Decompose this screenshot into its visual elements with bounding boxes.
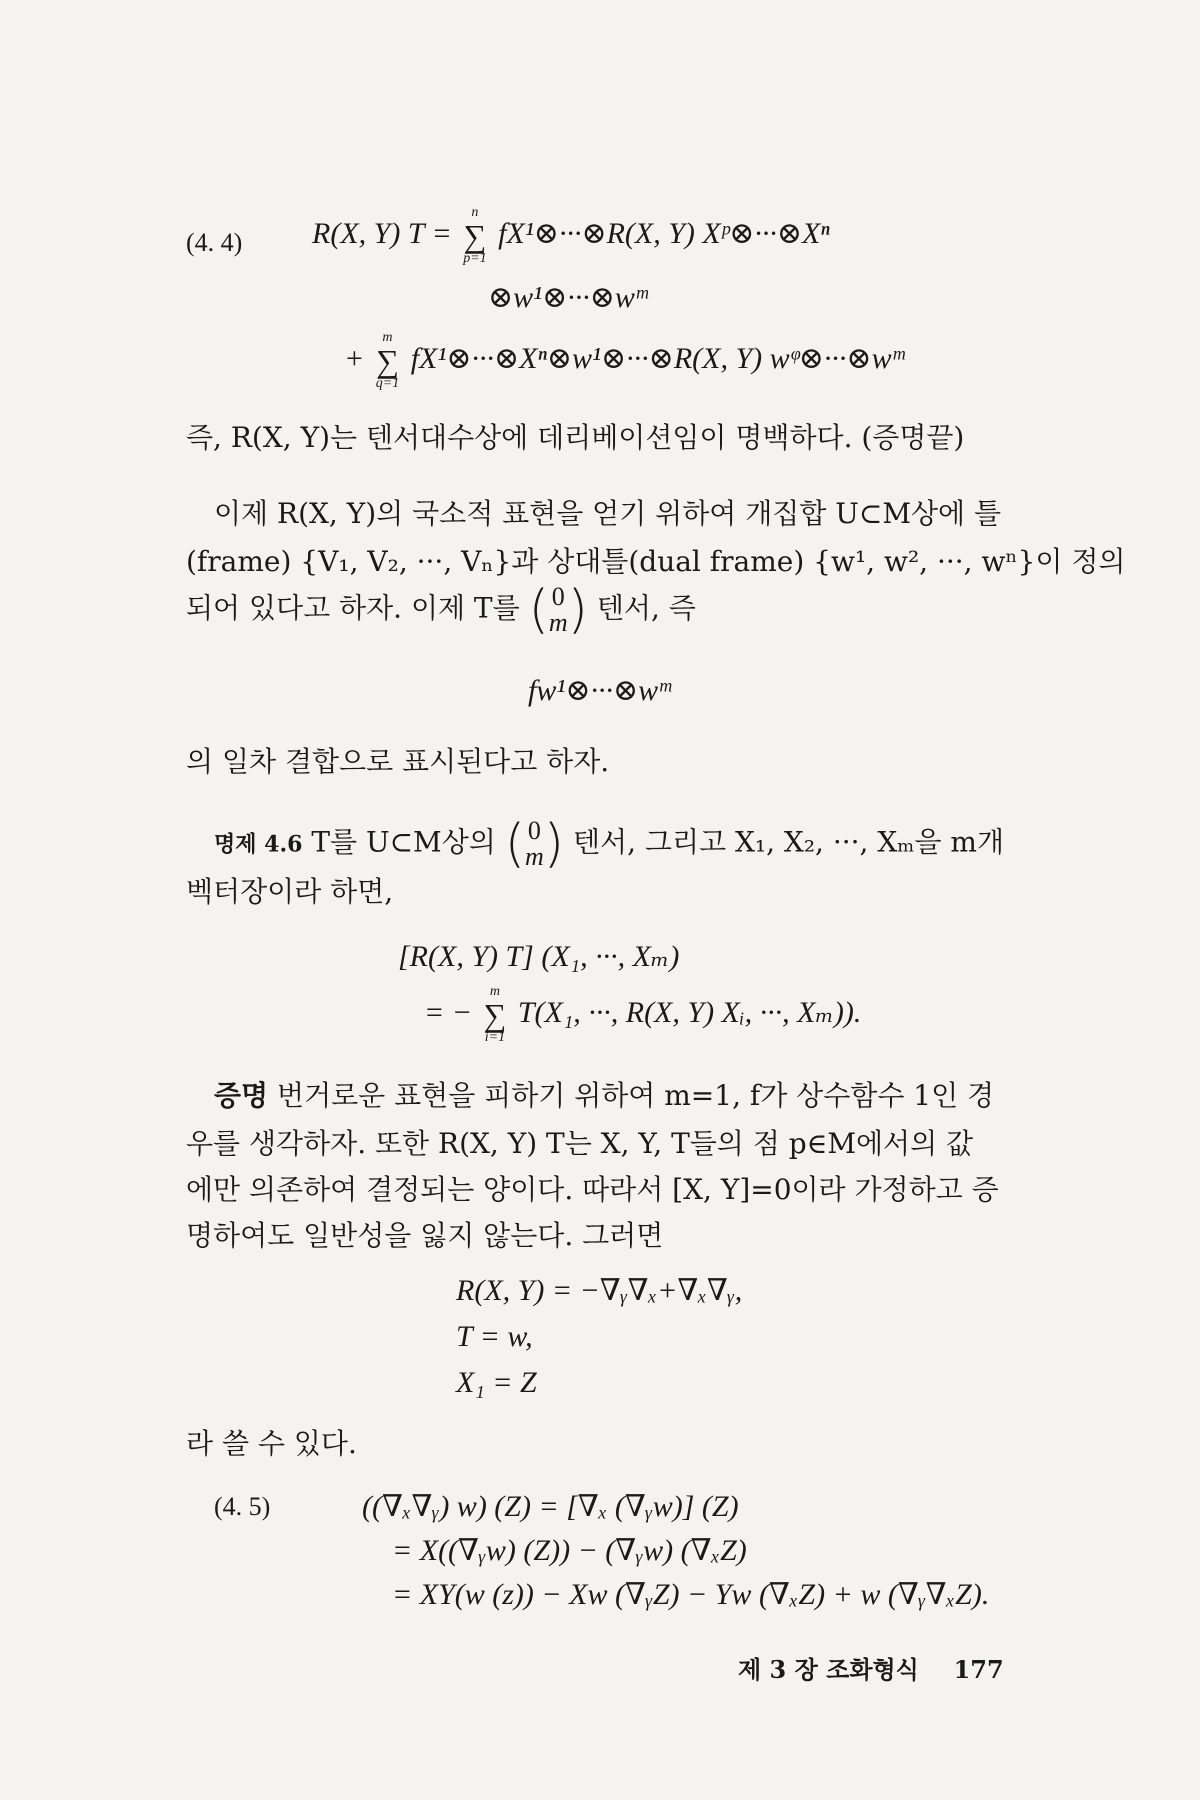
- binom-top: 0: [527, 816, 541, 845]
- paragraph-frame-line1: 이제 R(X, Y)의 국소적 표현을 얻기 위하여 개집합 U⊂M상에 틀: [214, 497, 1002, 530]
- proposition-line1: [214, 814, 1005, 874]
- sigma-symbol: ∑: [463, 218, 487, 254]
- paragraph-frame-line3: [186, 580, 696, 640]
- summation-q: [376, 330, 399, 392]
- sigma-symbol: ∑: [376, 343, 399, 379]
- proof-after-text: 라 쓸 수 있다.: [186, 1427, 357, 1460]
- proof-equation-x1: X₁ = Z: [456, 1366, 537, 1399]
- equation-4-5-line3: = XY(w (z)) − Xw (∇ᵧZ) − Yw (∇ₓZ) + w (∇ᵧ∇ₓZ).: [392, 1578, 990, 1611]
- equation-4-4-rhs: fX¹⊗···⊗R(X, Y) Xᵖ⊗···⊗Xⁿ: [498, 216, 830, 250]
- paragraph-frame-line3-post: 텐서, 즉: [596, 591, 696, 625]
- sum-upper-limit: n: [471, 205, 479, 220]
- proposition-equation-line2-post: T(X₁, ···, R(X, Y) Xᵢ, ···, Xₘ)).: [517, 995, 862, 1029]
- proof-line4: 명하여도 일반성을 잃지 않는다. 그러면: [186, 1219, 664, 1252]
- sum-upper-limit: m: [382, 330, 393, 345]
- proof-line2: 우를 생각하자. 또한 R(X, Y) T는 X, Y, T들의 점 p∈M에서의 값: [186, 1127, 974, 1160]
- paragraph-frame-line3-pre: 되어 있다고 하자. 이제 T를: [186, 591, 520, 625]
- equation-4-4-line3: [344, 330, 904, 392]
- paragraph-linear-combination: 의 일차 결합으로 표시된다고 하자.: [186, 745, 610, 778]
- formula-fw: fw¹⊗···⊗wᵐ: [528, 674, 671, 707]
- paragraph-frame-line2: (frame) {V₁, V₂, ···, Vₙ}과 상대틀(dual frame) {w¹, w², ···, wⁿ}이 정의: [186, 545, 1126, 578]
- chapter-title: 제 3 장 조화형식: [738, 1655, 919, 1684]
- equation-4-5-line2: = X((∇ᵧw) (Z)) − (∇ᵧw) (∇ₓZ): [392, 1534, 747, 1567]
- sum-upper-limit: m: [489, 984, 500, 999]
- binom-bottom: m: [548, 608, 568, 637]
- sum-lower-limit: i=1: [484, 1030, 506, 1045]
- summation-i: [484, 984, 507, 1046]
- summation-p: [463, 205, 486, 267]
- running-footer: [738, 1655, 1004, 1684]
- sigma-symbol: ∑: [483, 997, 507, 1033]
- sum-lower-limit: q=1: [375, 376, 400, 391]
- equation-4-5-line1: ((∇ₓ∇ᵧ) w) (Z) = [∇ₓ (∇ᵧw)] (Z): [362, 1490, 739, 1523]
- binom-bottom: m: [525, 842, 544, 871]
- plus-sign: +: [344, 341, 365, 375]
- proof-line1: [214, 1079, 995, 1112]
- equation-4-4-line2: ⊗w¹⊗···⊗wᵐ: [488, 281, 648, 314]
- equation-4-4-lhs: R(X, Y) T =: [312, 216, 452, 250]
- proof-equation-t: T = w,: [456, 1320, 533, 1353]
- proposition-label: 명제 4.6: [214, 831, 303, 858]
- proposition-line2: 벡터장이라 하면,: [186, 875, 394, 908]
- page-number: 177: [953, 1655, 1004, 1684]
- proposition-equation-line2: [424, 984, 861, 1046]
- binom-top: 0: [551, 582, 565, 611]
- equation-label-4-5: (4. 5): [214, 1492, 271, 1521]
- paragraph-derivation: 즉, R(X, Y)는 텐서대수상에 데리베이션임이 명백하다. (증명끝): [186, 421, 965, 454]
- binomial-tensor-type: ( 0 m ): [504, 814, 565, 874]
- equation-4-4-line1: [312, 205, 830, 267]
- sum-lower-limit: p=1: [463, 251, 487, 266]
- proof-label: 증명: [214, 1079, 269, 1112]
- proposition-equation-line1: [R(X, Y) T] (X₁, ···, Xₘ): [398, 940, 680, 973]
- proof-line1-text: 번거로운 표현을 피하기 위하여 m=1, f가 상수함수 1인 경: [277, 1079, 995, 1112]
- proposition-line1-post: 텐서, 그리고 X₁, X₂, ···, Xₘ을 m개: [573, 825, 1005, 859]
- proof-equation-curvature: R(X, Y) = −∇ᵧ∇ₓ+∇ₓ∇ᵧ,: [456, 1274, 743, 1307]
- equation-label-4-4: (4. 4): [186, 228, 243, 257]
- proof-line3: 에만 의존하여 결정되는 양이다. 따라서 [X, Y]=0이라 가정하고 증: [186, 1173, 999, 1206]
- equals-minus: = −: [424, 995, 472, 1029]
- binomial-tensor-type: ( 0 m ): [528, 580, 588, 640]
- proposition-line1-pre: T를 U⊂M상의: [311, 825, 496, 859]
- equation-4-4-line3-rhs: fX¹⊗···⊗Xⁿ⊗w¹⊗···⊗R(X, Y) wᵠ⊗···⊗wᵐ: [410, 341, 905, 375]
